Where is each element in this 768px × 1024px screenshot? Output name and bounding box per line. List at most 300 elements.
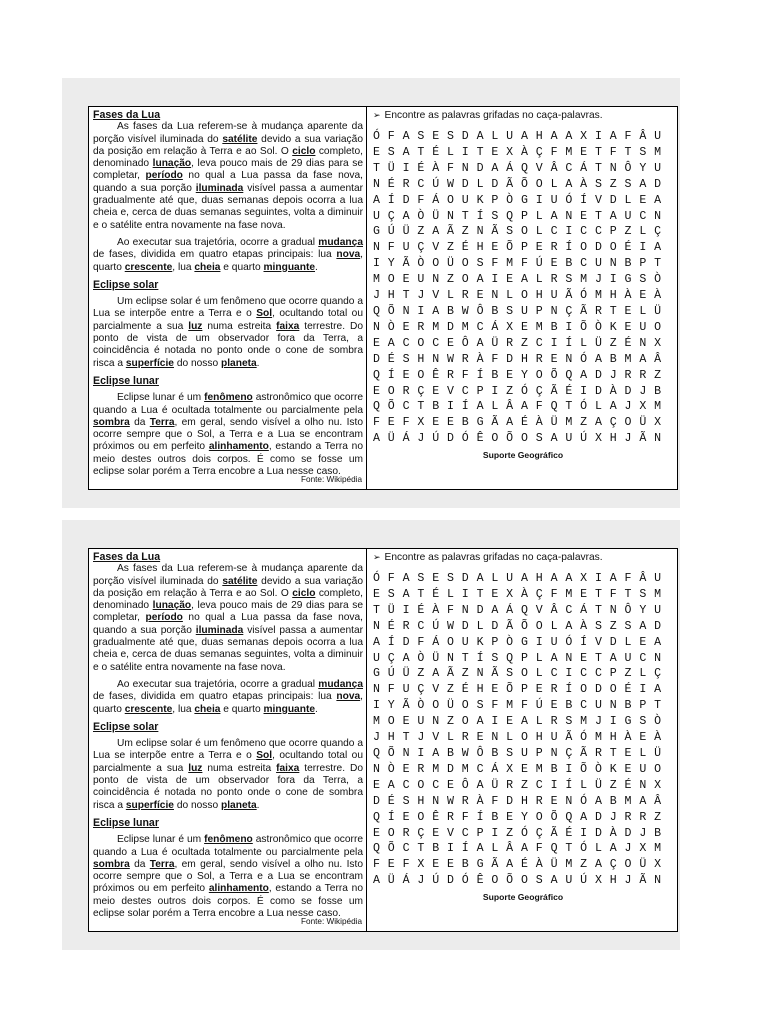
grid-letter: B <box>609 352 617 366</box>
grid-letter: O <box>609 683 617 697</box>
grid-letter: À <box>476 794 484 808</box>
grid-letter: Ô <box>476 304 484 318</box>
grid-letter: Ã <box>491 225 499 239</box>
grid-letter: S <box>402 352 410 366</box>
grid-letter: H <box>609 432 617 446</box>
keyword: cheia <box>194 703 221 715</box>
keyword: minguante <box>263 261 316 273</box>
grid-letter: Ó <box>461 874 469 888</box>
grid-letter: L <box>535 667 543 681</box>
grid-letter: T <box>417 400 425 414</box>
grid-letter: A <box>432 746 440 760</box>
grid-letter: À <box>535 416 543 430</box>
grid-letter: S <box>594 619 603 633</box>
grid-letter: E <box>446 778 455 792</box>
grid-letter: U <box>417 273 425 287</box>
grid-letter: T <box>609 304 617 318</box>
keyword: período <box>145 612 183 624</box>
grid-letter: O <box>624 416 632 430</box>
grid-letter: A <box>476 400 484 414</box>
grid-letter: T <box>654 257 662 271</box>
grid-letter: N <box>402 304 410 318</box>
grid-letter: X <box>594 874 603 888</box>
grid-letter: F <box>491 257 499 271</box>
grid-letter: Q <box>506 209 514 223</box>
keyword: satélite <box>222 133 258 145</box>
grid-letter: O <box>520 225 529 239</box>
grid-letter: Ç <box>535 826 543 840</box>
grid-letter: U <box>565 432 573 446</box>
keyword: nova <box>336 249 361 261</box>
keyword: iluminada <box>195 182 244 194</box>
grid-letter: D <box>373 352 381 366</box>
grid-letter: E <box>432 826 440 840</box>
text-run: devido a sua variação da posição em relação à Terra e ao Sol. O <box>93 575 363 599</box>
grid-letter: R <box>550 683 558 697</box>
text-run: completo, denominado <box>93 587 364 612</box>
grid-letter: N <box>639 778 647 792</box>
grid-letter: Ú <box>432 177 440 191</box>
grid-letter: F <box>417 193 425 207</box>
grid-letter: P <box>520 209 529 223</box>
grid-letter: Ü <box>402 667 410 681</box>
grid-letter: N <box>461 161 469 175</box>
grid-letter: Ç <box>654 667 662 681</box>
text-run: do nosso <box>173 357 221 369</box>
grid-letter: O <box>446 193 455 207</box>
grid-letter: M <box>565 587 573 601</box>
grid-letter: É <box>387 352 395 366</box>
grid-letter: S <box>639 273 647 287</box>
paragraph-4 <box>93 392 363 478</box>
grid-row <box>373 762 673 778</box>
grid-letter: Ç <box>417 683 425 697</box>
arrow-bullet-icon: ➢ <box>373 110 381 120</box>
grid-letter: Á <box>580 603 588 617</box>
grid-letter: O <box>520 432 529 446</box>
text-run: devido a sua variação da posição em relação à Terra e ao Sol. O <box>93 133 363 157</box>
grid-letter: M <box>565 145 573 159</box>
grid-letter: Í <box>461 842 469 856</box>
grid-letter: Ò <box>387 320 395 334</box>
grid-letter: É <box>461 683 469 697</box>
grid-letter: N <box>373 177 381 191</box>
grid-letter: Z <box>461 667 469 681</box>
grid-letter: Ò <box>417 699 425 713</box>
grid-letter: Õ <box>387 400 395 414</box>
keyword: planeta <box>221 357 257 369</box>
grid-row <box>373 193 673 209</box>
grid-letter: R <box>446 810 455 824</box>
grid-letter: T <box>417 145 425 159</box>
grid-letter: L <box>624 193 632 207</box>
grid-letter: M <box>506 257 514 271</box>
paragraph-1 <box>93 563 363 674</box>
grid-letter: S <box>491 651 499 665</box>
grid-letter: I <box>402 603 410 617</box>
grid-letter: Ó <box>565 193 573 207</box>
grid-letter: L <box>491 130 499 143</box>
grid-letter: Ê <box>432 810 440 824</box>
grid-letter: I <box>550 336 558 350</box>
grid-letter: A <box>476 273 484 287</box>
grid-letter: Á <box>402 432 410 446</box>
text-run: , quarto <box>93 249 363 273</box>
grid-letter: O <box>624 858 632 872</box>
grid-letter: A <box>520 400 529 414</box>
grid-letter: F <box>387 683 395 697</box>
grid-letter: Õ <box>387 304 395 318</box>
grid-letter: É <box>520 858 529 872</box>
grid-letter: C <box>580 699 588 713</box>
grid-row <box>373 177 673 193</box>
grid-letter: G <box>373 225 381 239</box>
grid-letter: P <box>520 651 529 665</box>
grid-letter: H <box>417 352 425 366</box>
grid-letter: G <box>624 273 632 287</box>
grid-letter: P <box>491 193 499 207</box>
keyword: fenômeno <box>204 834 253 846</box>
grid-letter: Ó <box>580 842 588 856</box>
grid-letter: P <box>491 635 499 649</box>
grid-letter: Ü <box>387 874 395 888</box>
grid-letter: F <box>550 587 558 601</box>
grid-letter: D <box>654 177 662 191</box>
grid-letter: A <box>639 794 647 808</box>
grid-letter: Ò <box>417 651 425 665</box>
text-run: Eclipse lunar é um <box>117 834 205 846</box>
grid-letter: Ô <box>461 778 469 792</box>
grid-letter: Ã <box>550 826 558 840</box>
grid-letter: U <box>654 603 662 617</box>
grid-letter: L <box>594 400 603 414</box>
grid-letter: L <box>550 619 558 633</box>
grid-letter: Y <box>639 161 647 175</box>
grid-letter: J <box>373 289 381 303</box>
grid-letter: É <box>417 603 425 617</box>
grid-letter: U <box>639 320 647 334</box>
grid-letter: Ò <box>594 762 603 776</box>
grid-letter: U <box>373 651 381 665</box>
grid-letter: A <box>387 778 395 792</box>
grid-letter: X <box>417 858 425 872</box>
grid-row <box>373 635 673 651</box>
grid-letter: I <box>639 683 647 697</box>
grid-letter: Q <box>373 304 381 318</box>
grid-letter: B <box>550 762 558 776</box>
instruction-text: Encontre as palavras grifadas no caça-palavras. <box>384 110 603 121</box>
text-run: e quarto <box>220 703 264 715</box>
grid-letter: M <box>654 145 662 159</box>
grid-letter: À <box>609 384 617 398</box>
grid-letter: N <box>565 352 573 366</box>
grid-letter: R <box>535 794 543 808</box>
grid-letter: O <box>520 874 529 888</box>
grid-letter: L <box>491 572 499 585</box>
grid-letter: I <box>639 241 647 255</box>
grid-letter: P <box>535 304 543 318</box>
grid-letter: T <box>594 651 603 665</box>
grid-letter: R <box>639 810 647 824</box>
grid-letter: Z <box>446 241 455 255</box>
grid-letter: B <box>446 304 455 318</box>
grid-letter: D <box>506 794 514 808</box>
grid-letter: A <box>402 587 410 601</box>
grid-letter: B <box>565 257 573 271</box>
grid-row <box>373 857 673 873</box>
grid-letter: A <box>565 572 573 585</box>
grid-letter: Ó <box>520 384 529 398</box>
grid-letter: C <box>639 209 647 223</box>
grid-letter: G <box>624 715 632 729</box>
grid-letter: X <box>654 778 662 792</box>
grid-letter: À <box>624 731 632 745</box>
grid-letter: O <box>461 257 469 271</box>
grid-letter: Ê <box>476 432 484 446</box>
grid-letter: O <box>461 699 469 713</box>
grid-letter: F <box>387 572 395 585</box>
text-run: no qual a Lua passa da fase nova, quando a sua porção <box>93 612 364 636</box>
eclipse-lunar-heading: Eclipse lunar <box>93 816 159 829</box>
grid-letter: À <box>535 858 543 872</box>
grid-letter: À <box>654 731 662 745</box>
grid-letter: Á <box>432 193 440 207</box>
grid-letter: H <box>609 731 617 745</box>
grid-letter: M <box>565 858 573 872</box>
grid-letter: Ã <box>580 746 588 760</box>
grid-letter: E <box>446 858 455 872</box>
grid-letter: H <box>387 731 395 745</box>
arrow-bullet-icon: ➢ <box>373 552 381 562</box>
grid-letter: B <box>446 746 455 760</box>
grid-letter: D <box>491 177 499 191</box>
grid-letter: R <box>639 368 647 382</box>
keyword: cheia <box>194 261 221 273</box>
grid-letter: N <box>565 209 573 223</box>
grid-letter: Ü <box>387 161 395 175</box>
keyword: ciclo <box>292 145 316 157</box>
grid-letter: X <box>580 572 588 585</box>
grid-letter: A <box>609 572 617 585</box>
grid-letter: B <box>432 400 440 414</box>
keyword: período <box>145 170 183 182</box>
instruction <box>373 110 673 121</box>
grid-row <box>373 682 673 698</box>
text-run: de fases, dividida em quatro etapas principais: lua <box>93 691 337 703</box>
grid-letter: Q <box>550 842 558 856</box>
grid-letter: A <box>550 130 558 143</box>
grid-letter: B <box>491 368 499 382</box>
grid-letter: T <box>402 731 410 745</box>
grid-letter: Ã <box>565 289 573 303</box>
grid-letter: F <box>609 587 617 601</box>
grid-letter: Á <box>580 161 588 175</box>
source-credit: Fonte: Wikipédia <box>301 916 362 926</box>
grid-letter: É <box>387 177 395 191</box>
grid-letter: M <box>654 587 662 601</box>
grid-letter: A <box>402 651 410 665</box>
grid-letter: T <box>476 145 484 159</box>
grid-row <box>373 161 673 177</box>
grid-letter: E <box>432 416 440 430</box>
grid-letter: Z <box>520 778 529 792</box>
grid-letter: J <box>417 874 425 888</box>
grid-letter: E <box>432 858 440 872</box>
page-sheet-2 <box>62 520 680 950</box>
grid-letter: S <box>446 130 455 143</box>
grid-letter: A <box>491 603 499 617</box>
grid-letter: L <box>550 177 558 191</box>
grid-letter: I <box>446 842 455 856</box>
text-run: . <box>256 357 260 369</box>
grid-letter: Z <box>520 336 529 350</box>
grid-letter: S <box>594 177 603 191</box>
grid-letter: N <box>446 209 455 223</box>
grid-letter: A <box>609 842 617 856</box>
grid-letter: S <box>565 273 573 287</box>
grid-letter: E <box>491 587 499 601</box>
grid-letter: A <box>476 572 484 585</box>
grid-letter: Í <box>565 241 573 255</box>
grid-letter: C <box>402 778 410 792</box>
grid-letter: J <box>624 874 632 888</box>
grid-letter: Ã <box>580 304 588 318</box>
grid-letter: Á <box>491 320 499 334</box>
grid-letter: M <box>624 794 632 808</box>
support-label: Suporte Geográfico <box>482 892 564 903</box>
grid-letter: J <box>609 368 617 382</box>
grid-letter: A <box>520 572 529 585</box>
grid-letter: E <box>491 241 499 255</box>
grid-letter: N <box>491 731 499 745</box>
grid-letter: U <box>506 130 514 143</box>
grid-letter: E <box>550 794 558 808</box>
grid-letter: Y <box>387 699 395 713</box>
grid-row <box>373 826 673 842</box>
grid-row <box>373 224 673 240</box>
grid-letter: E <box>491 145 499 159</box>
grid-letter: Í <box>387 368 395 382</box>
text-run: da <box>129 416 150 428</box>
grid-letter: Ó <box>580 794 588 808</box>
grid-row <box>373 571 673 587</box>
grid-letter: Q <box>373 368 381 382</box>
grid-letter: Q <box>520 603 529 617</box>
grid-letter: U <box>594 257 603 271</box>
grid-letter: M <box>624 352 632 366</box>
grid-letter: P <box>535 746 543 760</box>
grid-row <box>373 209 673 225</box>
grid-letter: L <box>535 273 543 287</box>
grid-letter: Ü <box>446 699 455 713</box>
grid-letter: E <box>373 778 381 792</box>
grid-letter: V <box>594 635 603 649</box>
grid-letter: O <box>417 368 425 382</box>
grid-letter: D <box>461 572 469 585</box>
grid-letter: H <box>476 683 484 697</box>
grid-letter: B <box>432 842 440 856</box>
grid-letter: Y <box>639 603 647 617</box>
grid-letter: A <box>639 619 647 633</box>
grid-letter: R <box>402 384 410 398</box>
text-run: Um eclipse solar é um fenômeno que ocorre quando a Lua se interpõe entre a Terra e o <box>93 738 363 762</box>
grid-letter: Ê <box>476 874 484 888</box>
grid-letter: G <box>476 858 484 872</box>
grid-letter: E <box>373 145 381 159</box>
grid-letter: Q <box>373 746 381 760</box>
grid-letter: P <box>520 683 529 697</box>
grid-letter: T <box>594 587 603 601</box>
grid-letter: Ç <box>609 416 617 430</box>
grid-letter: U <box>654 572 662 585</box>
grid-letter: K <box>476 193 484 207</box>
grid-letter: B <box>491 746 499 760</box>
grid-letter: R <box>402 177 410 191</box>
grid-letter: A <box>402 572 410 585</box>
grid-letter: J <box>594 273 603 287</box>
grid-letter: E <box>506 810 514 824</box>
grid-letter: A <box>609 400 617 414</box>
grid-letter: U <box>654 130 662 143</box>
grid-letter: Ò <box>506 193 514 207</box>
grid-letter: O <box>580 241 588 255</box>
keyword: Terra <box>149 416 175 428</box>
grid-letter: V <box>432 731 440 745</box>
grid-letter: Ú <box>432 619 440 633</box>
grid-letter: Ó <box>580 400 588 414</box>
grid-letter: T <box>461 651 469 665</box>
grid-letter: O <box>520 667 529 681</box>
grid-letter: R <box>461 731 469 745</box>
grid-letter: U <box>654 161 662 175</box>
grid-letter: D <box>446 874 455 888</box>
grid-letter: I <box>550 778 558 792</box>
grid-letter: I <box>373 699 381 713</box>
grid-letter: R <box>461 794 469 808</box>
grid-letter: R <box>594 304 603 318</box>
grid-letter: M <box>373 273 381 287</box>
grid-letter: U <box>461 193 469 207</box>
grid-letter: Z <box>417 667 425 681</box>
grid-letter: E <box>432 130 440 143</box>
grid-letter: H <box>387 289 395 303</box>
grid-letter: C <box>417 177 425 191</box>
grid-letter: A <box>639 177 647 191</box>
grid-letter: É <box>520 416 529 430</box>
keyword: luz <box>188 320 203 332</box>
grid-letter: R <box>550 241 558 255</box>
grid-letter: E <box>402 320 410 334</box>
grid-letter: T <box>476 587 484 601</box>
grid-letter: E <box>506 715 514 729</box>
grid-letter: K <box>609 762 617 776</box>
grid-letter: O <box>535 177 543 191</box>
grid-letter: I <box>491 384 499 398</box>
grid-letter: A <box>654 241 662 255</box>
keyword: fenômeno <box>204 392 253 404</box>
grid-row <box>373 272 673 288</box>
grid-letter: Ã <box>639 432 647 446</box>
grid-letter: Q <box>520 161 529 175</box>
grid-letter: B <box>491 304 499 318</box>
grid-letter: Q <box>373 400 381 414</box>
grid-letter: L <box>491 400 499 414</box>
grid-letter: A <box>506 416 514 430</box>
grid-letter: A <box>594 352 603 366</box>
grid-letter: A <box>476 842 484 856</box>
grid-letter: E <box>639 635 647 649</box>
grid-letter: E <box>535 683 543 697</box>
